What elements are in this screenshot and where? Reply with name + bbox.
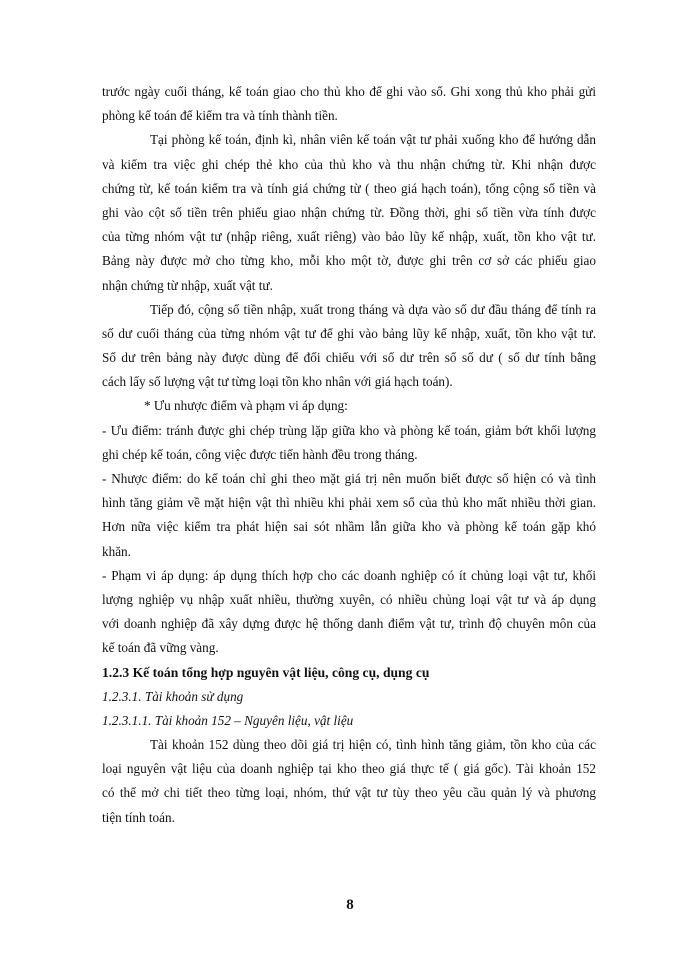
- paragraph-line: tiện tính toán.: [102, 809, 175, 825]
- bullet-line: Hơn nữa việc kiểm tra phát hiện sai sót nhầm lẫn giữa kho và phòng kế toán gặp khó: [102, 519, 596, 535]
- subsection-heading: 1.2.3.1. Tài khoản sử dụng: [102, 688, 244, 704]
- bullet-line: lượng nghiệp vụ nhập xuất nhiều, thường xuyên, có nhiều chủng loại vật tư và áp dụng: [102, 591, 596, 607]
- bullet-line: hình tăng giảm về mặt hiện vật thì nhiều khi phải xem sổ của thủ kho mất nhiều thời gian.: [102, 495, 596, 511]
- bullet-line: ghi chép kế toán, công việc được tiến hành đều trong tháng.: [102, 446, 418, 462]
- paragraph-line: số dư cuối tháng của từng nhóm vật tư để ghi vào bảng lũy kế nhập, xuất, tồn kho vật tư.: [102, 325, 596, 341]
- bullet-line: với doanh nghiệp đã xây dựng được hệ thống danh điểm vật tư, trình độ chuyên môn của: [102, 616, 596, 632]
- paragraph-line: cách lấy số lượng vật tư từng loại tồn kho nhân với giá hạch toán).: [102, 374, 453, 390]
- paragraph-line: phòng kế toán để kiểm tra và tính thành tiền.: [102, 108, 338, 124]
- bullet-line: kế toán đã vững vàng.: [102, 640, 219, 656]
- subsection-heading: 1.2.3.1.1. Tài khoản 152 – Nguyên liệu, vật liệu: [102, 712, 354, 728]
- document-page: [102, 80, 596, 830]
- section-note: * Ưu nhược điểm và phạm vi áp dụng:: [144, 398, 348, 414]
- paragraph-line: chứng từ, kế toán kiểm tra và tính giá chứng từ ( theo giá hạch toán), tổng cộng số tiền và: [102, 180, 596, 196]
- paragraph-line: trước ngày cuối tháng, kế toán giao cho thủ kho để ghi vào sổ. Ghi xong thủ kho phải gửi: [102, 84, 596, 99]
- paragraph-line: Số dư trên bảng này được dùng để đối chiếu với số dư trên sổ số dư ( số dư tính bằng: [102, 350, 596, 366]
- paragraph-line: và kiểm tra việc ghi chép thẻ kho của thủ kho và thu nhận chứng từ. Khi nhận được: [102, 156, 596, 172]
- paragraph-line: Bảng này được mở cho từng kho, mỗi kho một tờ, được ghi trên cơ sở các phiếu giao: [102, 253, 596, 269]
- paragraph-line: Tài khoản 152 dùng theo dõi giá trị hiện có, tình hình tăng giảm, tồn kho của các: [150, 737, 596, 753]
- bullet-line: - Nhược điểm: do kế toán chỉ ghi theo mặt giá trị nên muốn biết được số hiện có và tình: [102, 471, 596, 486]
- page-number: 8: [346, 897, 354, 913]
- paragraph-line: Tiếp đó, cộng số tiền nhập, xuất trong tháng và dựa vào số dư đầu tháng để tính ra: [150, 301, 596, 317]
- paragraph-line: loại nguyên vật liệu của doanh nghiệp tại kho theo giá thực tế ( giá gốc). Tài khoản 152: [102, 761, 596, 777]
- bullet-line: khăn.: [102, 543, 131, 559]
- paragraph-line: Tại phòng kế toán, định kì, nhân viên kế toán vật tư phải xuống kho để hướng dẫn: [150, 132, 596, 148]
- paragraph-line: có thể mở chi tiết theo từng loại, nhóm, thứ vật tư tùy theo yêu cầu quản lý và phương: [102, 785, 596, 801]
- paragraph-line: ghi vào cột số tiền trên phiếu giao nhận chứng từ. Đồng thời, ghi số tiền vừa tính được: [102, 204, 596, 220]
- paragraph-line: nhận chứng từ nhập, xuất vật tư.: [102, 277, 273, 293]
- bullet-line: - Phạm vi áp dụng: áp dụng thích hợp cho các doanh nghiệp có ít chủng loại vật tư, khối: [102, 567, 596, 583]
- paragraph-line: của từng nhóm vật tư (nhập riêng, xuất riêng) vào bảo lũy kế nhập, xuất, tồn kho vật tư.: [102, 229, 596, 245]
- bullet-line: - Ưu điểm: tránh được ghi chép trùng lặp giữa kho và phòng kế toán, giảm bớt khối lượng: [102, 422, 596, 438]
- section-heading: 1.2.3 Kế toán tổng hợp nguyên vật liệu, công cụ, dụng cụ: [102, 664, 430, 680]
